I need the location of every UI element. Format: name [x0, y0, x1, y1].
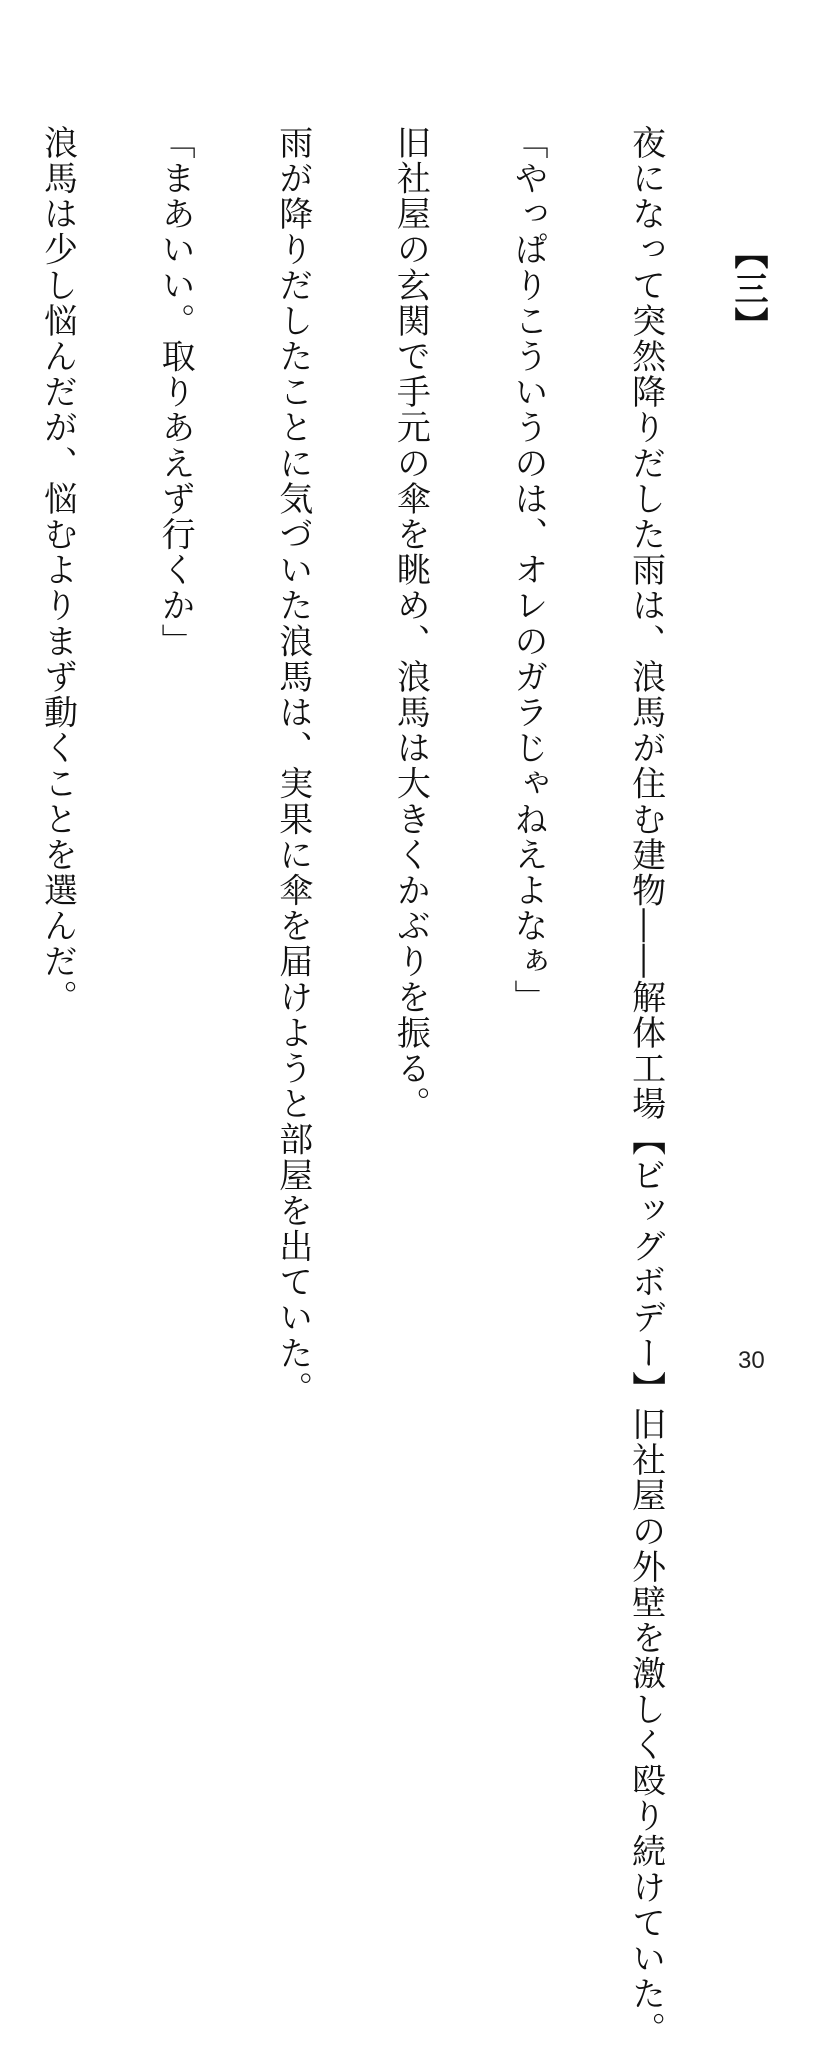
- text-line: 「やっぱりこういうのは、オレのガラじゃねえよなぁ」: [507, 125, 548, 1015]
- text-line: 浪馬は少し悩んだが、悩むよりまず動くことを選んだ。: [37, 125, 78, 1015]
- vertical-text-body: [0, 125, 743, 2047]
- text-line: 夜になって突然降りだした雨は、浪馬が住む建物――解体工場【ビッグボデー】旧社屋の外壁を激しく殴り続けていた。: [625, 125, 666, 2047]
- chapter-heading: 【三】: [728, 235, 768, 343]
- text-line: 雨が降りだしたことに気づいた浪馬は、実果に傘を届けようと部屋を出ていた。: [272, 125, 313, 1407]
- text-line: 「まあいい。取りあえず行くか」: [155, 125, 196, 659]
- text-line: 旧社屋の玄関で手元の傘を眺め、浪馬は大きくかぶりを振る。: [390, 125, 431, 1122]
- page-number: 30: [738, 1347, 765, 1374]
